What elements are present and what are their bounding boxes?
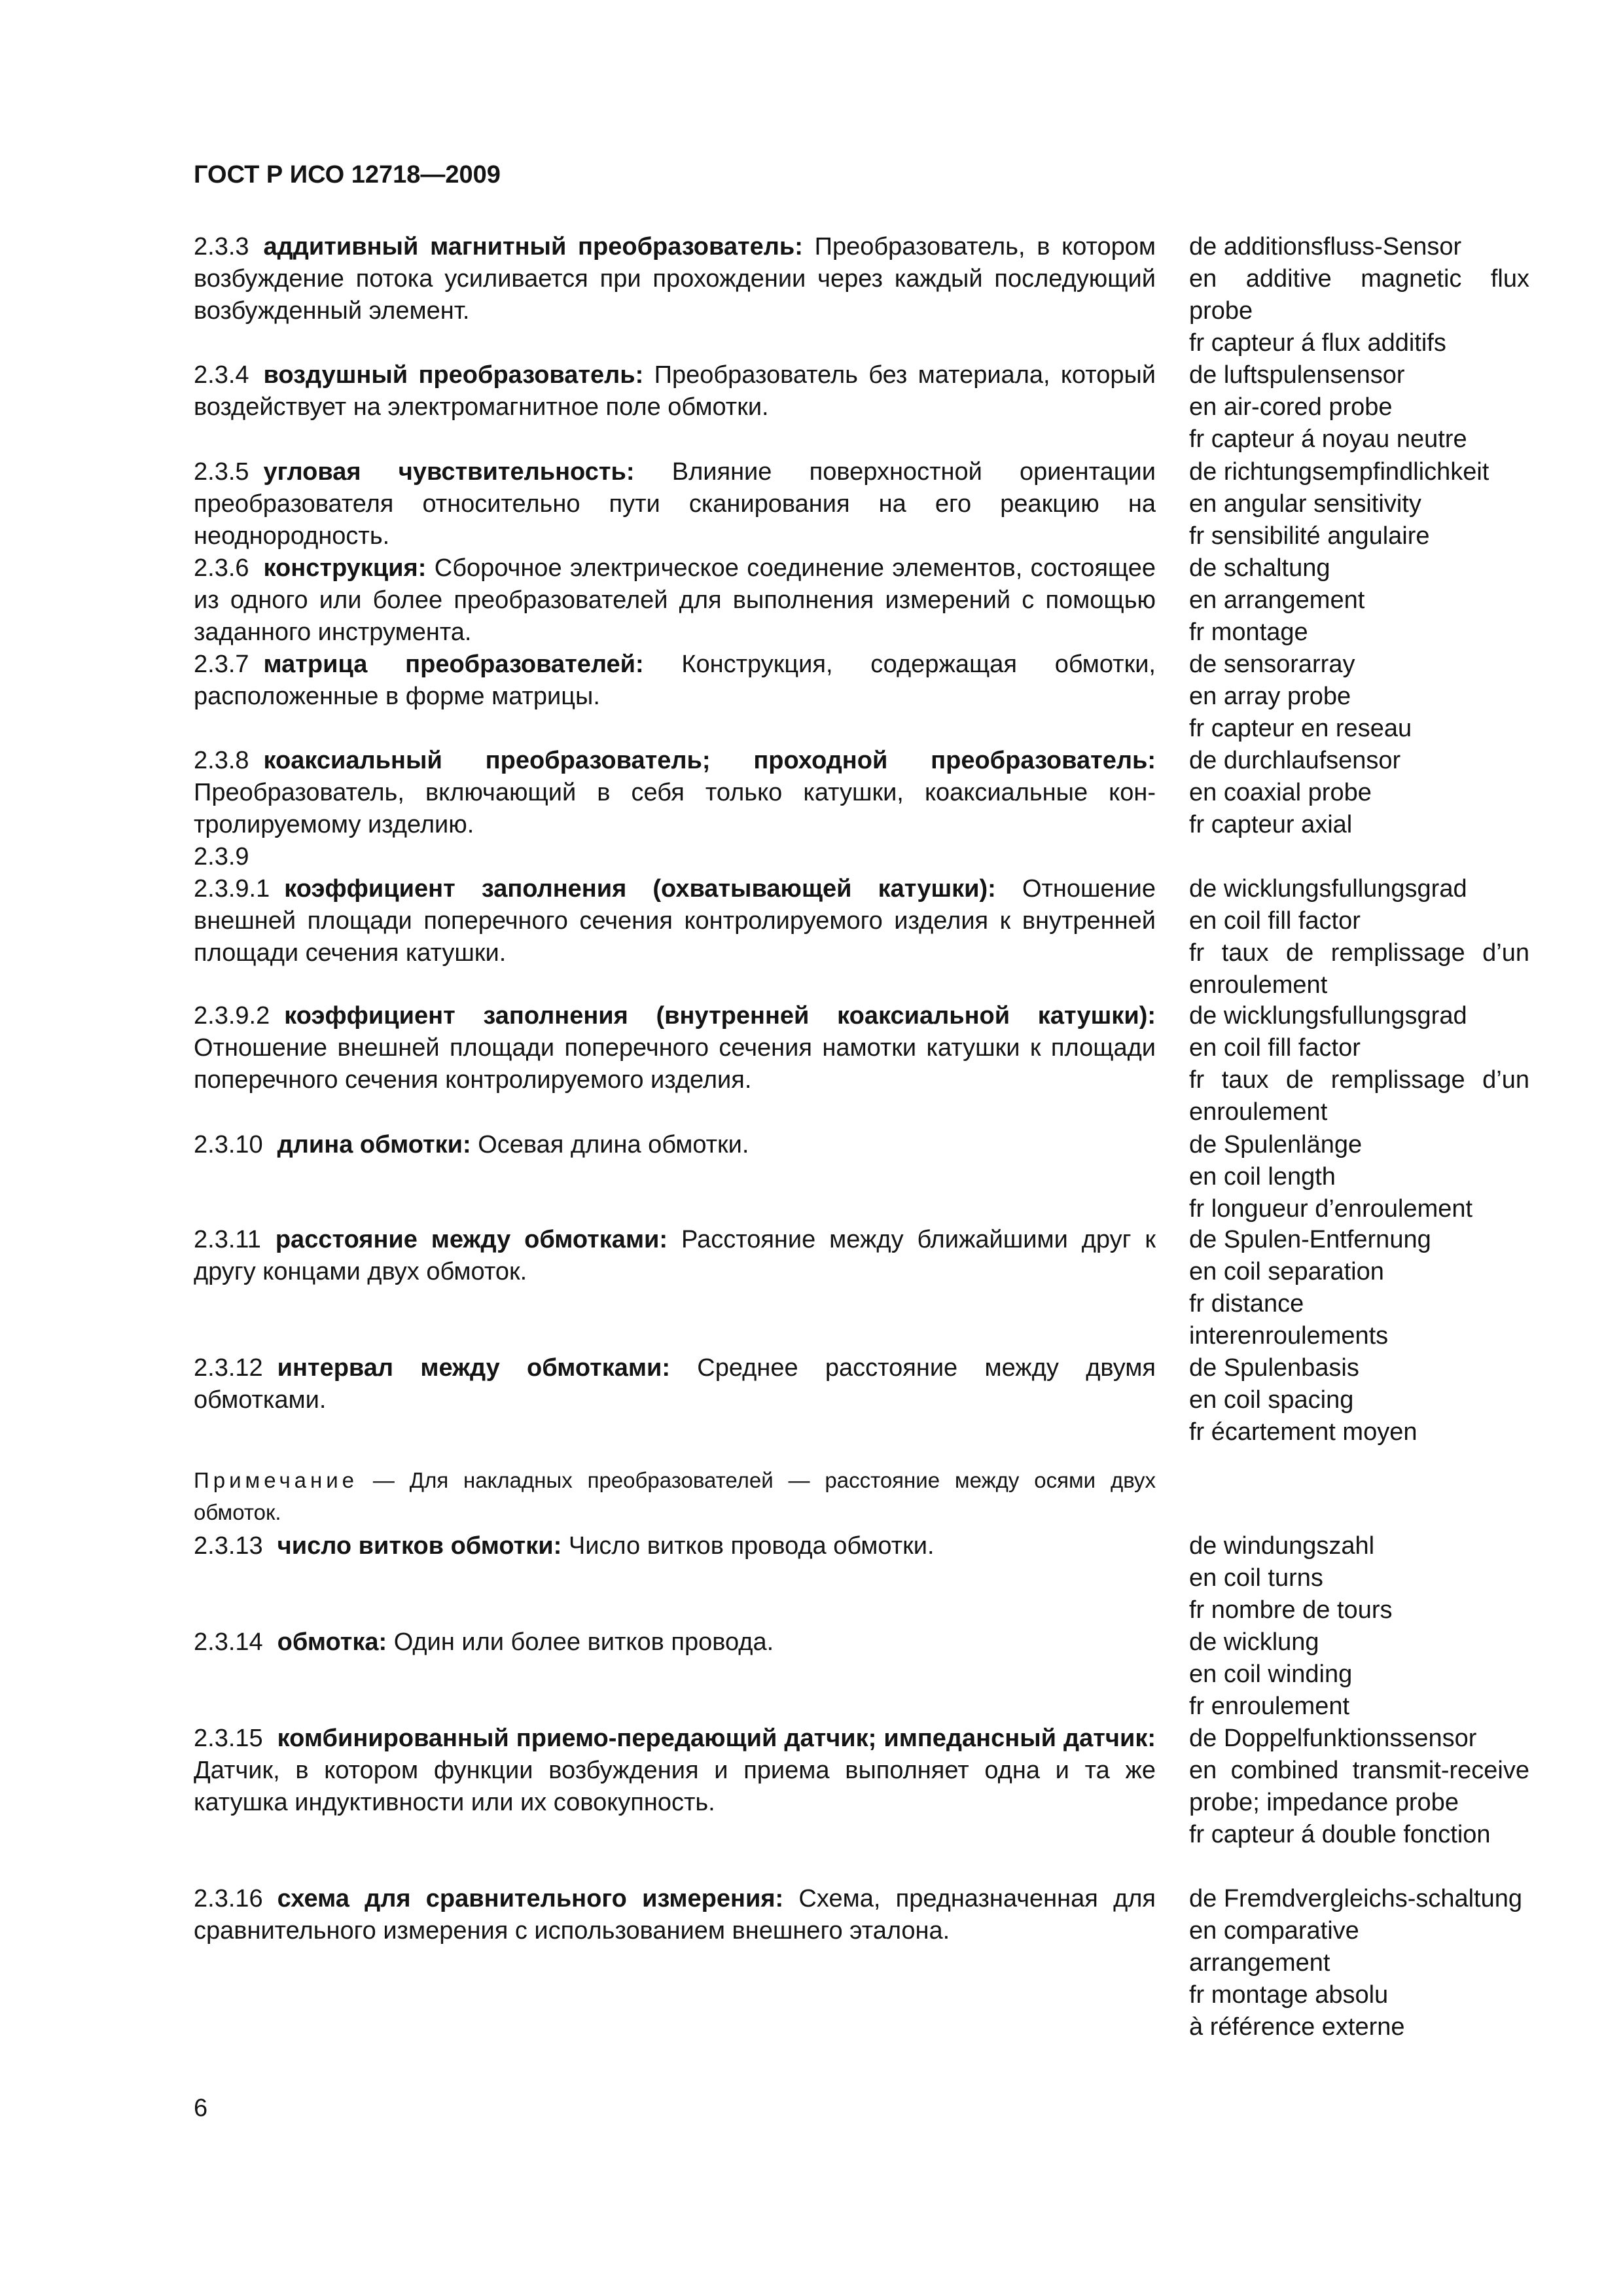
term-text: Преобразователь, в котором возбуждение потока усиливается при прохождении через каждый последующий возбужденный элемент. (194, 233, 1156, 325)
term-text: Конструкция, содержащая обмотки, расположенные в форме матрицы. (194, 651, 1156, 710)
equivalent-en: en air-cored probe (1189, 393, 1393, 421)
equivalent-fr-cont: à référence externe (1189, 2013, 1405, 2041)
term-number: 2.3.3 (194, 233, 249, 260)
term-equivalents (1189, 552, 1529, 649)
term-equivalents (1189, 649, 1529, 745)
equivalent-fr: fr capteur en reseau (1189, 715, 1412, 742)
equivalent-fr: fr distance (1189, 1290, 1304, 1318)
term-name: комбинированный приемо-передающий датчик; импедансный датчик: (277, 1725, 1156, 1752)
equivalent-de: de Doppelfunktionssensor (1189, 1725, 1477, 1752)
equivalent-de: de schaltung (1189, 554, 1330, 582)
term-name: конструкция: (263, 554, 427, 582)
equivalent-de: de Spulenlänge (1189, 1131, 1363, 1158)
term-name: коэффициент заполнения (охватывающей катушки): (284, 875, 996, 903)
term-text: Схема, предназначенная для сравнительного измерения с использованием внешнего эталона. (194, 1885, 1156, 1945)
term-number: 2.3.11 (194, 1226, 261, 1253)
equivalent-en: en combined transmit-receive probe; impedance probe (1189, 1757, 1529, 1816)
equivalent-fr: fr capteur á flux additifs (1189, 329, 1446, 357)
equivalent-fr: fr capteur á double fonction (1189, 1821, 1491, 1848)
term-number: 2.3.16 (194, 1885, 263, 1912)
term-number: 2.3.9.2 (194, 1002, 270, 1030)
term-text: Расстояние между ближайшими друг к другу концами двух обмоток. (194, 1226, 1156, 1285)
term-number: 2.3.6 (194, 554, 249, 582)
term-definition (194, 359, 1156, 423)
term-name: матрица преобразователей: (263, 651, 644, 678)
equivalent-en: en coil length (1189, 1163, 1336, 1191)
document-header: ГОСТ Р ИСО 12718—2009 (194, 161, 501, 188)
term-definition (194, 745, 1156, 841)
equivalent-en: en coil fill factor (1189, 907, 1361, 935)
term-equivalents (1189, 1723, 1529, 1851)
equivalent-fr: fr nombre de tours (1189, 1596, 1393, 1624)
term-equivalents (1189, 1883, 1529, 2043)
term-number: 2.3.5 (194, 458, 249, 486)
note (194, 1464, 1156, 1528)
equivalent-en: en coil turns (1189, 1564, 1323, 1592)
equivalent-fr: fr sensibilité angulaire (1189, 522, 1430, 550)
equivalent-fr: fr écartement moyen (1189, 1418, 1418, 1446)
term-equivalents (1189, 1129, 1529, 1225)
term-text: Влияние поверхностной ориентации преобразователя относительно пути сканирования на его реакцию на неоднородность. (194, 458, 1156, 550)
term-equivalents (1189, 1000, 1529, 1128)
term-number: 2.3.8 (194, 747, 249, 774)
equivalent-en: en comparative (1189, 1917, 1359, 1945)
term-definition (194, 552, 1156, 649)
term-text: Осевая длина обмотки. (478, 1131, 749, 1158)
equivalent-fr: fr enroulement (1189, 1693, 1350, 1720)
term-number: 2.3.10 (194, 1131, 263, 1158)
term-equivalents (1189, 745, 1529, 841)
equivalent-de: de durchlaufsensor (1189, 747, 1401, 774)
term-text: Датчик, в котором функции возбуждения и приема выполняет одна и та же катушка индуктивности или их совокупность. (194, 1757, 1156, 1816)
equivalent-fr: fr montage absolu (1189, 1981, 1389, 2009)
equivalent-de: de richtungsempfindlichkeit (1189, 458, 1489, 486)
term-definition (194, 231, 1156, 327)
term-name: число витков обмотки: (277, 1532, 562, 1560)
term-number: 2.3.12 (194, 1354, 263, 1382)
term-definition (194, 1129, 1156, 1161)
equivalent-fr: fr taux de remplissage d’un enroulement (1189, 1066, 1529, 1126)
term-equivalents (1189, 1352, 1529, 1448)
term-number: 2.3.13 (194, 1532, 263, 1560)
term-equivalents (1189, 456, 1529, 552)
term-text: Отношение внешней площади поперечного сечения контролируемого изделия к внутренней площади сечения катушки. (194, 875, 1156, 967)
equivalent-en: en coaxial probe (1189, 779, 1372, 806)
term-definition (194, 1352, 1156, 1416)
term-definition (194, 1000, 1156, 1096)
equivalent-de: de wicklungsfullungsgrad (1189, 875, 1467, 903)
term-number: 2.3.14 (194, 1628, 263, 1656)
term-name: схема для сравнительного измерения: (277, 1885, 784, 1912)
term-name: коаксиальный преобразователь; проходной преобразователь: (263, 747, 1156, 774)
term-name: коэффициент заполнения (внутренней коаксиальной катушки): (284, 1002, 1156, 1030)
equivalent-fr-cont: interenroulements (1189, 1322, 1389, 1350)
equivalent-de: de windungszahl (1189, 1532, 1375, 1560)
term-definition (194, 1530, 1156, 1562)
equivalent-en-cont: arrangement (1189, 1949, 1330, 1977)
equivalent-en: en additive magnetic flux probe (1189, 265, 1529, 325)
equivalent-en: en coil separation (1189, 1258, 1384, 1285)
term-number: 2.3.4 (194, 361, 249, 389)
term-text: Сборочное электрическое соединение элементов, состоящее из одного или более преобразователей для выполнения измерений с помощью заданного инструмента. (194, 554, 1156, 646)
equivalent-en: en angular sensitivity (1189, 490, 1421, 518)
term-text: Один или более витков провода. (393, 1628, 774, 1656)
note-text: — Для накладных преобразователей — расстояние между осями двух обмоток. (194, 1468, 1156, 1524)
term-definition (194, 1626, 1156, 1659)
term-name: длина обмотки: (277, 1131, 471, 1158)
term-name: обмотка: (277, 1628, 387, 1656)
equivalent-de: de sensorarray (1189, 651, 1355, 678)
equivalent-en: en arrangement (1189, 586, 1365, 614)
equivalent-en: en array probe (1189, 683, 1351, 710)
equivalent-fr: fr montage (1189, 619, 1308, 646)
term-equivalents (1189, 359, 1529, 456)
equivalent-en: en coil fill factor (1189, 1034, 1361, 1062)
equivalent-fr: fr taux de remplissage d’un enroulement (1189, 939, 1529, 999)
term-name: угловая чувствительность: (263, 458, 635, 486)
term-equivalents (1189, 873, 1529, 1001)
term-number: 2.3.7 (194, 651, 249, 678)
term-definition (194, 1723, 1156, 1819)
equivalent-de: de Fremdvergleichs-schaltung (1189, 1885, 1523, 1912)
term-name: воздушный преобразователь: (263, 361, 644, 389)
term-definition (194, 841, 1156, 873)
equivalent-en: en coil spacing (1189, 1386, 1354, 1414)
term-number: 2.3.9.1 (194, 875, 270, 903)
equivalent-de: de Spulenbasis (1189, 1354, 1359, 1382)
term-equivalents (1189, 1224, 1529, 1352)
term-equivalents (1189, 1626, 1529, 1723)
term-text: Отношение внешней площади поперечного сечения намотки катушки к площади поперечного сечения контролируемого изделия. (194, 1034, 1156, 1094)
term-text: Преобразователь, включающий в себя только катушки, коаксиальные контролируемому изделию. (194, 779, 1156, 838)
equivalent-en: en coil winding (1189, 1660, 1353, 1688)
term-definition (194, 456, 1156, 552)
term-number: 2.3.15 (194, 1725, 263, 1752)
term-definition (194, 1224, 1156, 1288)
term-text: Среднее расстояние между двумя обмотками. (194, 1354, 1156, 1414)
equivalent-de: de additionsfluss-Sensor (1189, 233, 1462, 260)
term-definition (194, 1883, 1156, 1947)
equivalent-de: de wicklung (1189, 1628, 1319, 1656)
term-definition (194, 649, 1156, 713)
term-number: 2.3.9 (194, 843, 249, 870)
term-definition (194, 873, 1156, 969)
term-text: Число витков провода обмотки. (568, 1532, 935, 1560)
term-name: аддитивный магнитный преобразователь: (263, 233, 803, 260)
equivalent-de: de luftspulensensor (1189, 361, 1405, 389)
term-equivalents (1189, 1530, 1529, 1626)
term-name: расстояние между обмотками: (275, 1226, 668, 1253)
note-label: Примечание (194, 1468, 359, 1492)
term-name: интервал между обмотками: (277, 1354, 670, 1382)
equivalent-fr: fr capteur á noyau neutre (1189, 425, 1467, 453)
term-equivalents (1189, 231, 1529, 359)
equivalent-fr: fr longueur d’enroulement (1189, 1195, 1473, 1223)
equivalent-de: de wicklungsfullungsgrad (1189, 1002, 1467, 1030)
page-number: 6 (194, 2094, 208, 2122)
term-text: Преобразователь без материала, который воздействует на электромагнитное поле обмотки. (194, 361, 1156, 421)
equivalent-fr: fr capteur axial (1189, 811, 1353, 838)
equivalent-de: de Spulen-Entfernung (1189, 1226, 1431, 1253)
